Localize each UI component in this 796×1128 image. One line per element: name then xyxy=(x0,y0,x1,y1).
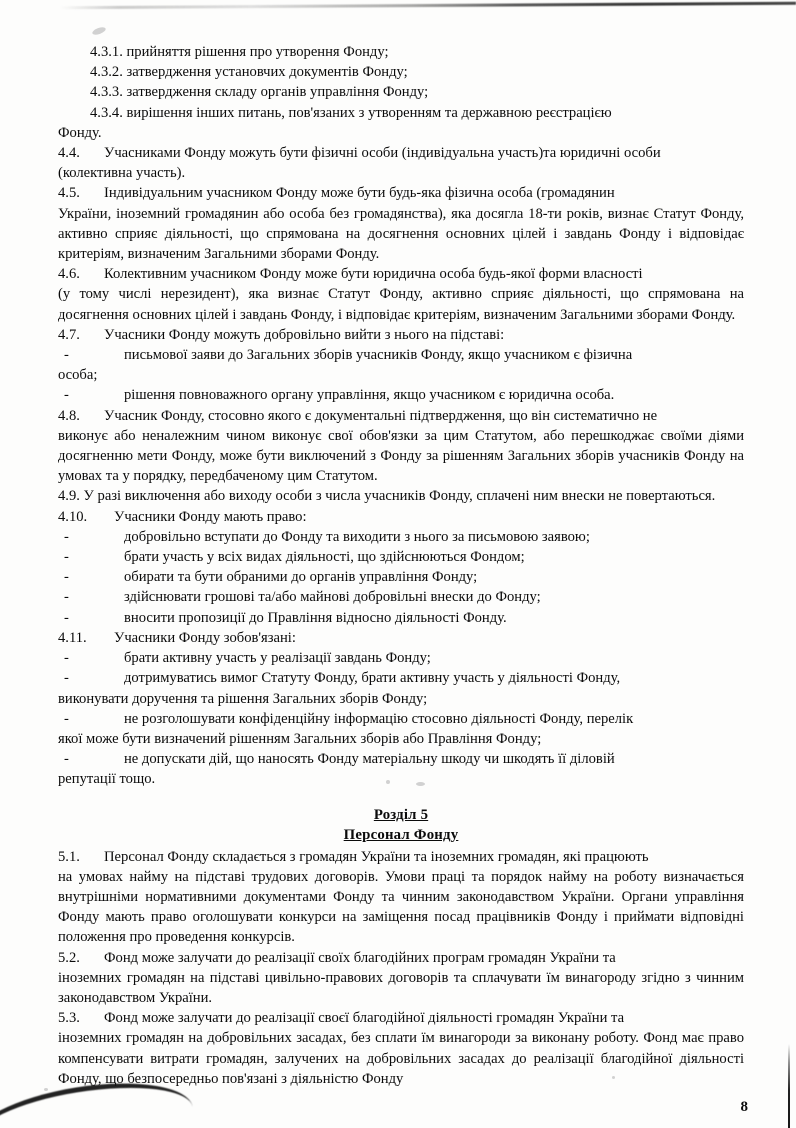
clause-text: Індивідуальним учасником Фонду може бути будь-яка фізична особа (громадянин xyxy=(104,185,615,202)
section-5-heading xyxy=(58,805,744,845)
clause-4-10 xyxy=(58,507,744,527)
clause-4-10-item xyxy=(58,567,744,587)
clause-4-7-item-2 xyxy=(58,385,744,405)
clause-text: Фонд може залучати до реалізації своєї благодійної діяльності громадян України та xyxy=(104,1010,625,1027)
clause-4-3-4 xyxy=(58,103,744,123)
clause-4-11 xyxy=(58,628,744,648)
clause-number: 4.8. xyxy=(58,407,80,424)
clause-number: 5.1. xyxy=(58,848,80,865)
clause-number: 4.10. xyxy=(58,508,88,525)
clause-4-10-item xyxy=(58,608,744,628)
clause-4-9: 4.9. У разі виключення або виходу особи з числа учасників Фонду, сплачені ним внески не повертаються. xyxy=(58,488,716,505)
clause-number: 4.3.3. xyxy=(90,84,123,101)
clause-4-7-item-1-continuation: особа; xyxy=(58,367,98,384)
clause-5-3 xyxy=(58,1008,744,1028)
clause-text: Колективним учасником Фонду може бути юридична особа будь-якої форми власності xyxy=(104,266,643,283)
scan-speck xyxy=(91,26,106,36)
clause-5-2 xyxy=(58,948,744,968)
clause-4-5 xyxy=(58,183,744,203)
dash-bullet: - xyxy=(64,670,69,687)
clause-4-11-item-1 xyxy=(58,648,744,668)
clause-4-11-item-4 xyxy=(58,749,744,769)
clause-4-3-1 xyxy=(58,42,744,62)
item-text: дотримуватись вимог Статуту Фонду, брати активну участь у діяльності Фонду, xyxy=(124,670,621,687)
clause-text: Учасниками Фонду можуть бути фізичні особи (індивідуальна участь)та юридичні особи xyxy=(104,145,661,162)
clause-number: 4.6. xyxy=(58,266,80,283)
clause-5-2-continuation: іноземних громадян на підставі цивільно-правових договорів та сплачувати їм винагороду згідно з чинним законодавством України. xyxy=(58,969,744,1006)
clause-4-10-item xyxy=(58,527,744,547)
clause-5-3-continuation: іноземних громадян на добровільних засадах, без сплати їм винагороди за виконану роботу. Фонд має право компенсувати витрати громадян, залучених на добровільних засадах до реалізації благодійної діяльності Фонду, що безпосередньо пов'язані з діяльністю Фонду xyxy=(58,1030,744,1087)
clause-number: 4.7. xyxy=(58,326,80,343)
clause-number: 4.3.4. xyxy=(90,104,123,121)
clause-4-3-3 xyxy=(58,82,744,102)
clause-4-10-item xyxy=(58,547,744,567)
section-title-heading: Персонал Фонду xyxy=(343,826,459,843)
scan-top-edge-artifact xyxy=(60,2,796,9)
dash-bullet: - xyxy=(64,710,69,727)
clause-4-7 xyxy=(58,325,744,345)
clause-text: Учасники Фонду зобов'язані: xyxy=(114,629,296,646)
clause-number: 4.3.2. xyxy=(90,64,123,81)
item-text: брати активну участь у реалізації завдань Фонду; xyxy=(124,650,431,667)
clause-text: вирішення інших питань, пов'язаних з утворенням та державною реєстрацією xyxy=(126,104,612,121)
clause-number: 5.3. xyxy=(58,1010,80,1027)
clause-number: 4.3.1. xyxy=(90,44,123,60)
clause-text: затвердження складу органів управління Фонду; xyxy=(126,84,429,101)
clause-text: прийняття рішення про утворення Фонду; xyxy=(126,44,389,60)
section-number-heading: Розділ 5 xyxy=(373,806,429,823)
item-text: обирати та бути обраними до органів управління Фонду; xyxy=(124,569,478,586)
document-body xyxy=(58,42,744,1089)
clause-4-4-continuation: (колективна участь). xyxy=(58,165,186,182)
clause-4-11-item-3-continuation: якої може бути визначений рішенням Загальних зборів або Правління Фонду; xyxy=(58,730,542,747)
clause-4-11-item-4-continuation: репутації тощо. xyxy=(58,771,156,788)
clause-number: 4.11. xyxy=(58,629,87,646)
clause-text: Фонд може залучати до реалізації своїх благодійних програм громадян України та xyxy=(104,949,616,966)
page-number: 8 xyxy=(740,1099,748,1115)
clause-4-8 xyxy=(58,406,744,426)
dash-bullet: - xyxy=(64,569,69,586)
clause-number: 4.5. xyxy=(58,185,80,202)
dash-bullet: - xyxy=(64,609,69,626)
clause-number: 4.4. xyxy=(58,145,80,162)
dash-bullet: - xyxy=(64,528,69,545)
clause-4-3-4-continuation: Фонду. xyxy=(58,124,102,141)
item-text: здійснювати грошові та/або майнові добровільні внески до Фонду; xyxy=(124,589,541,606)
item-text: вносити пропозиції до Правління відносно діяльності Фонду. xyxy=(124,609,507,626)
clause-text: Учасник Фонду, стосовно якого є документальні підтвердження, що він систематично не xyxy=(104,407,658,424)
dash-bullet: - xyxy=(64,751,69,768)
clause-4-11-item-2 xyxy=(58,668,744,688)
clause-number: 5.2. xyxy=(58,949,80,966)
clause-4-10-item xyxy=(58,587,744,607)
scan-speck xyxy=(44,1088,48,1091)
clause-4-8-continuation: виконує або неналежним чином виконує свої обов'язки за цим Статутом, або перешкоджає своїми діями досягненню мети Фонду, може бути виключений з Фонду за рішенням Загальних зборів учасників Фонду на умовах та у порядку, передбаченому цим Статутом. xyxy=(58,427,744,485)
dash-bullet: - xyxy=(64,650,69,667)
clause-4-11-item-2-continuation: виконувати доручення та рішення Загальних зборів Фонду; xyxy=(58,690,428,707)
item-text: письмової заяви до Загальних зборів учасників Фонду, якщо учасником є фізична xyxy=(124,347,633,364)
clause-4-6-continuation: (у тому числі нерезидент), яка визнає Статут Фонду, активно сприяє діяльності, що спрямована на досягнення основних цілей і завдань Фонду, і відповідає критеріям, визначеним Загальними зборами Фонду. xyxy=(58,286,744,323)
clause-5-1 xyxy=(58,847,744,867)
dash-bullet: - xyxy=(64,347,69,364)
clause-text: Персонал Фонду складається з громадян України та іноземних громадян, які працюють xyxy=(104,848,649,865)
dash-bullet: - xyxy=(64,549,69,566)
scan-right-edge-artifact xyxy=(788,1044,790,1128)
clause-4-11-item-3 xyxy=(58,709,744,729)
clause-4-4 xyxy=(58,143,744,163)
dash-bullet: - xyxy=(64,387,69,404)
item-text: брати участь у всіх видах діяльності, що здійснюються Фондом; xyxy=(124,549,525,566)
clause-5-1-continuation: на умовах найму на підставі трудових договорів. Умови праці та порядок найму на роботу визначається внутрішніми нормативними документами Фонду та чинним законодавством України. Органи управління Фонду мають право оголошувати конкурси на заміщення посад працівників Фонду і приймати відповідні положення про проведення конкурсів. xyxy=(58,868,744,946)
clause-text: Учасники Фонду можуть добровільно вийти з нього на підставі: xyxy=(104,326,505,343)
clause-text: Учасники Фонду мають право: xyxy=(114,508,307,525)
clause-4-5-continuation: України, іноземний громадянин або особа без громадянства), яка досягла 18-ти років, визнає Статут Фонду, активно сприяє діяльності, що спрямована на досягнення основних цілей і завдань Фонду і відповідає критеріям, визначеним Загальними зборами Фонду. xyxy=(58,205,744,263)
item-text: не розголошувати конфіденційну інформацію стосовно діяльності Фонду, перелік xyxy=(124,710,634,727)
item-text: не допускати дій, що наносять Фонду матеріальну шкоду чи шкодять її діловій xyxy=(124,751,615,768)
clause-text: затвердження установчих документів Фонду; xyxy=(126,64,408,81)
item-text: рішення повноважного органу управління, якщо учасником є юридична особа. xyxy=(124,387,615,404)
clause-4-6 xyxy=(58,264,744,284)
clause-4-7-item-1 xyxy=(58,345,744,365)
item-text: добровільно вступати до Фонду та виходити з нього за письмовою заявою; xyxy=(124,528,590,545)
clause-4-3-2 xyxy=(58,62,744,82)
dash-bullet: - xyxy=(64,589,69,606)
